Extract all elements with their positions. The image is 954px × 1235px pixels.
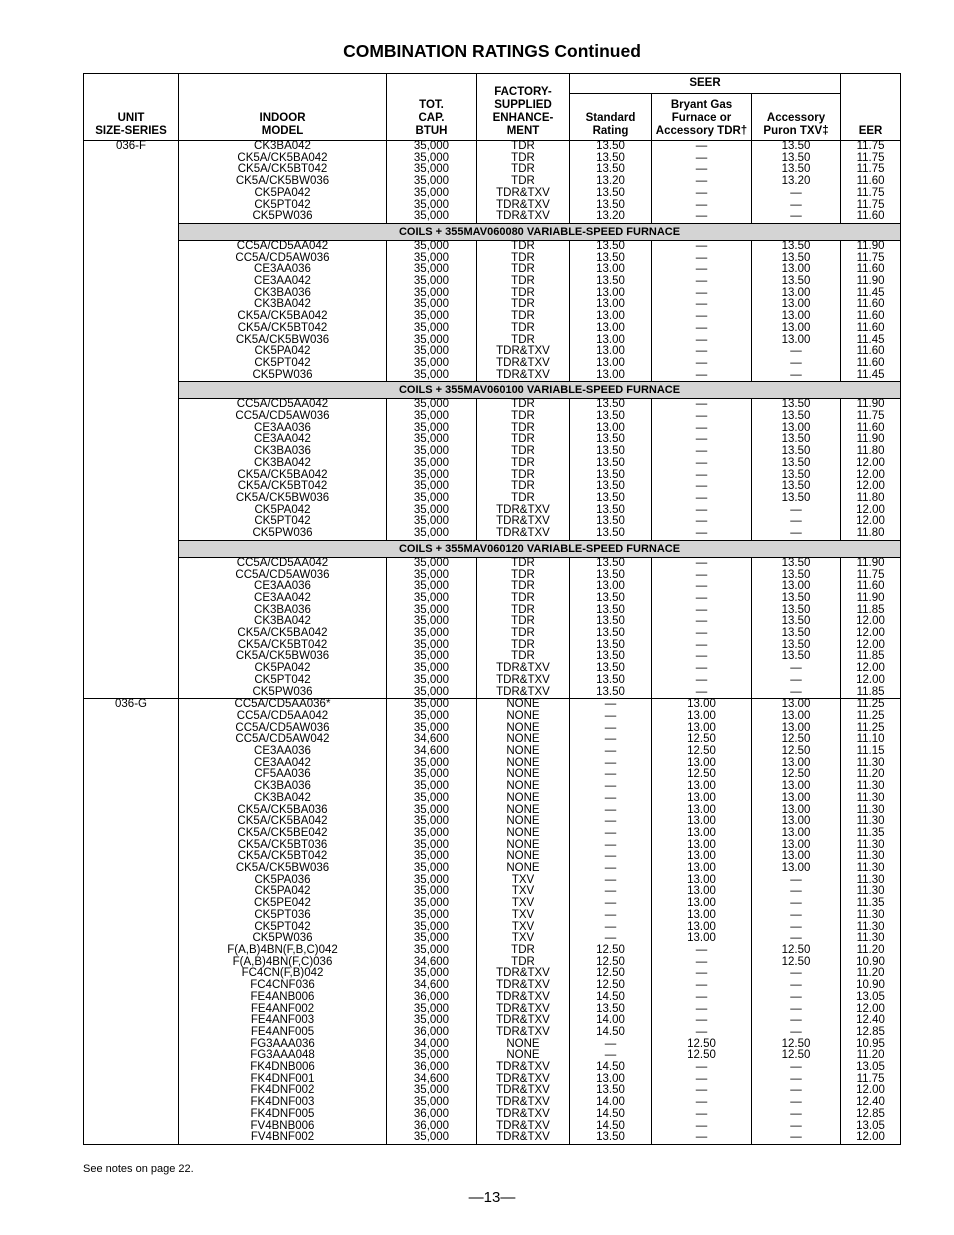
table-row-group: [84, 399, 901, 540]
table-row-group: [84, 240, 901, 381]
header-factory-enhancement: FACTORY- SUPPLIED ENHANCE- MENT: [477, 74, 570, 141]
header-seer-standard: Standard Rating: [570, 94, 652, 141]
seer-bryant-cell: — — — — — — —: [652, 141, 752, 224]
capacity-cell: 35,000 35,000 35,000 35,000 35,000 35,000 35,000 35,000 35,000 35,000 35,000 35,000: [387, 557, 477, 698]
capacity-cell: 35,000 35,000 35,000 34,600 34,600 35,000 35,000 35,000 35,000 35,000 35,000 35,000 35,000 35,000 35,000 35,000 35,000 35,000 35,000 35,000 35,000 35,000 34,600 35,000 34,600 36,000 35,000 35,000 36,000 34,000 35,000 36,000 34,600 35,000 35,000 36,000 36,000 35,000: [387, 699, 477, 1145]
seer-bryant-cell: — — — — — — — — — — — —: [652, 399, 752, 540]
seer-standard-cell: — — — — — — — — — — — — — — — — — — — — — 12.50 12.50 12.50 12.50 14.50 13.50 14.00 14.50 — — 14.50 13.00 13.50 14.00 14.50 14.50 13.50: [570, 699, 652, 1145]
seer-standard-cell: 13.50 13.50 13.00 13.50 13.00 13.00 13.00 13.00 13.00 13.00 13.00 13.00: [570, 240, 652, 381]
header-total-capacity: TOT. CAP. BTUH: [387, 74, 477, 141]
seer-accessory-cell: 13.50 13.50 13.00 13.50 13.50 13.50 13.50 13.50 13.50 — — —: [752, 399, 841, 540]
indoor-model-cell: CC5A/CD5AA042 CC5A/CD5AW036 CE3AA036 CE3AA042 CK3BA036 CK3BA042 CK5A/CK5BA042 CK5A/CK5BT042 CK5A/CK5BW036 CK5PA042 CK5PT042 CK5PW036: [179, 557, 387, 698]
combination-ratings-table: [83, 73, 901, 1145]
indoor-model-cell: CC5A/CD5AA036* CC5A/CD5AA042 CC5A/CD5AW036 CC5A/CD5AW042 CE3AA036 CE3AA042 CF5AA036 CK3BA036 CK3BA042 CK5A/CK5BA036 CK5A/CK5BA042 CK5A/CK5BE042 CK5A/CK5BT036 CK5A/CK5BT042 CK5A/CK5BW036 CK5PA036 CK5PA042 CK5PE042 CK5PT036 CK5PT042 CK5PW036 F(A,B)4BN(F,B,C)042 F(A,B)4BN(F,C)036 FC4CN(F,B)042 FC4CNF036 FE4ANB006 FE4ANF002 FE4ANF003 FE4ANF005 FG3AAA036 FG3AAA048 FK4DNB006 FK4DNF001 FK4DNF002 FK4DNF003 FK4DNF005 FV4BNB006 FV4BNF002: [179, 699, 387, 1145]
header-indoor-model: INDOOR MODEL: [179, 74, 387, 141]
enhancement-cell: TDR TDR TDR TDR TDR TDR TDR TDR TDR TDR&TXV TDR&TXV TDR&TXV: [477, 240, 570, 381]
seer-accessory-cell: 13.50 13.50 13.50 13.20 — — —: [752, 141, 841, 224]
eer-cell: 11.90 11.75 11.60 11.90 11.80 12.00 12.00 12.00 11.80 12.00 12.00 11.80: [841, 399, 901, 540]
section-banner-row: [84, 382, 901, 399]
capacity-cell: 35,000 35,000 35,000 35,000 35,000 35,000 35,000 35,000 35,000 35,000 35,000 35,000: [387, 399, 477, 540]
seer-standard-cell: 13.50 13.50 13.00 13.50 13.50 13.50 13.50 13.50 13.50 13.50 13.50 13.50: [570, 557, 652, 698]
seer-bryant-cell: 13.00 13.00 13.00 12.50 12.50 13.00 12.50 13.00 13.00 13.00 13.00 13.00 13.00 13.00 13.00 13.00 13.00 13.00 13.00 13.00 13.00 — — — — — — — — 12.50 12.50 — — — — — — —: [652, 699, 752, 1145]
table-row-group: [84, 141, 901, 224]
section-banner-row: [84, 223, 901, 240]
header-eer: EER: [841, 74, 901, 141]
eer-cell: 11.90 11.75 11.60 11.90 11.45 11.60 11.60 11.60 11.45 11.60 11.60 11.45: [841, 240, 901, 381]
seer-accessory-cell: 13.50 13.50 13.00 13.50 13.00 13.00 13.00 13.00 13.00 — — —: [752, 240, 841, 381]
enhancement-cell: TDR TDR TDR TDR TDR TDR TDR TDR TDR TDR&TXV TDR&TXV TDR&TXV: [477, 399, 570, 540]
enhancement-cell: TDR TDR TDR TDR TDR&TXV TDR&TXV TDR&TXV: [477, 141, 570, 224]
section-banner: COILS + 355MAV060120 VARIABLE-SPEED FURNACE: [179, 540, 901, 557]
seer-bryant-cell: — — — — — — — — — — — —: [652, 240, 752, 381]
indoor-model-cell: CC5A/CD5AA042 CC5A/CD5AW036 CE3AA036 CE3AA042 CK3BA036 CK3BA042 CK5A/CK5BA042 CK5A/CK5BT042 CK5A/CK5BW036 CK5PA042 CK5PT042 CK5PW036: [179, 399, 387, 540]
page-title: COMBINATION RATINGS Continued: [343, 41, 641, 61]
seer-standard-cell: 13.50 13.50 13.00 13.50 13.50 13.50 13.50 13.50 13.50 13.50 13.50 13.50: [570, 399, 652, 540]
unit-size-series-cell: 036-F: [84, 141, 179, 699]
seer-bryant-cell: — — — — — — — — — — — —: [652, 557, 752, 698]
header-unit-size-series: UNIT SIZE-SERIES: [84, 74, 179, 141]
header-seer: SEER: [570, 74, 841, 94]
header-seer-bryant: Bryant Gas Furnace or Accessory TDR†: [652, 94, 752, 141]
seer-accessory-cell: 13.50 13.50 13.00 13.50 13.50 13.50 13.50 13.50 13.50 — — —: [752, 557, 841, 698]
header-seer-accessory: Accessory Puron TXV‡: [752, 94, 841, 141]
seer-standard-cell: 13.50 13.50 13.50 13.20 13.50 13.50 13.20: [570, 141, 652, 224]
enhancement-cell: NONE NONE NONE NONE NONE NONE NONE NONE NONE NONE NONE NONE NONE NONE NONE TXV TXV TXV TXV TXV TXV TDR TDR TDR&TXV TDR&TXV TDR&TXV TDR&TXV TDR&TXV TDR&TXV NONE NONE TDR&TXV TDR&TXV TDR&TXV TDR&TXV TDR&TXV TDR&TXV TDR&TXV: [477, 699, 570, 1145]
indoor-model-cell: CK3BA042 CK5A/CK5BA042 CK5A/CK5BT042 CK5A/CK5BW036 CK5PA042 CK5PT042 CK5PW036: [179, 141, 387, 224]
eer-cell: 11.90 11.75 11.60 11.90 11.85 12.00 12.00 12.00 11.85 12.00 12.00 11.85: [841, 557, 901, 698]
eer-cell: 11.75 11.75 11.75 11.60 11.75 11.75 11.60: [841, 141, 901, 224]
capacity-cell: 35,000 35,000 35,000 35,000 35,000 35,000 35,000: [387, 141, 477, 224]
table-row-group: [84, 699, 901, 1145]
footnote: See notes on page 22.: [83, 1163, 194, 1175]
seer-accessory-cell: 13.00 13.00 13.00 12.50 12.50 13.00 12.50 13.00 13.00 13.00 13.00 13.00 13.00 13.00 13.00 — — — — — — 12.50 12.50 — — — — — — 12.50 12.50 — — — — — — —: [752, 699, 841, 1145]
section-banner: COILS + 355MAV060100 VARIABLE-SPEED FURNACE: [179, 382, 901, 399]
eer-cell: 11.25 11.25 11.25 11.10 11.15 11.30 11.20 11.30 11.30 11.30 11.30 11.35 11.30 11.30 11.30 11.30 11.30 11.35 11.30 11.30 11.30 11.20 10.90 11.20 10.90 13.05 12.00 12.40 12.85 10.95 11.20 13.05 11.75 12.00 12.40 12.85 13.05 12.00: [841, 699, 901, 1145]
enhancement-cell: TDR TDR TDR TDR TDR TDR TDR TDR TDR TDR&TXV TDR&TXV TDR&TXV: [477, 557, 570, 698]
unit-size-series-cell: 036-G: [84, 699, 179, 1145]
section-banner: COILS + 355MAV060080 VARIABLE-SPEED FURNACE: [179, 223, 901, 240]
capacity-cell: 35,000 35,000 35,000 35,000 35,000 35,000 35,000 35,000 35,000 35,000 35,000 35,000: [387, 240, 477, 381]
page-number: —13—: [468, 1189, 516, 1206]
table-row-group: [84, 557, 901, 698]
section-banner-row: [84, 540, 901, 557]
indoor-model-cell: CC5A/CD5AA042 CC5A/CD5AW036 CE3AA036 CE3AA042 CK3BA036 CK3BA042 CK5A/CK5BA042 CK5A/CK5BT042 CK5A/CK5BW036 CK5PA042 CK5PT042 CK5PW036: [179, 240, 387, 381]
